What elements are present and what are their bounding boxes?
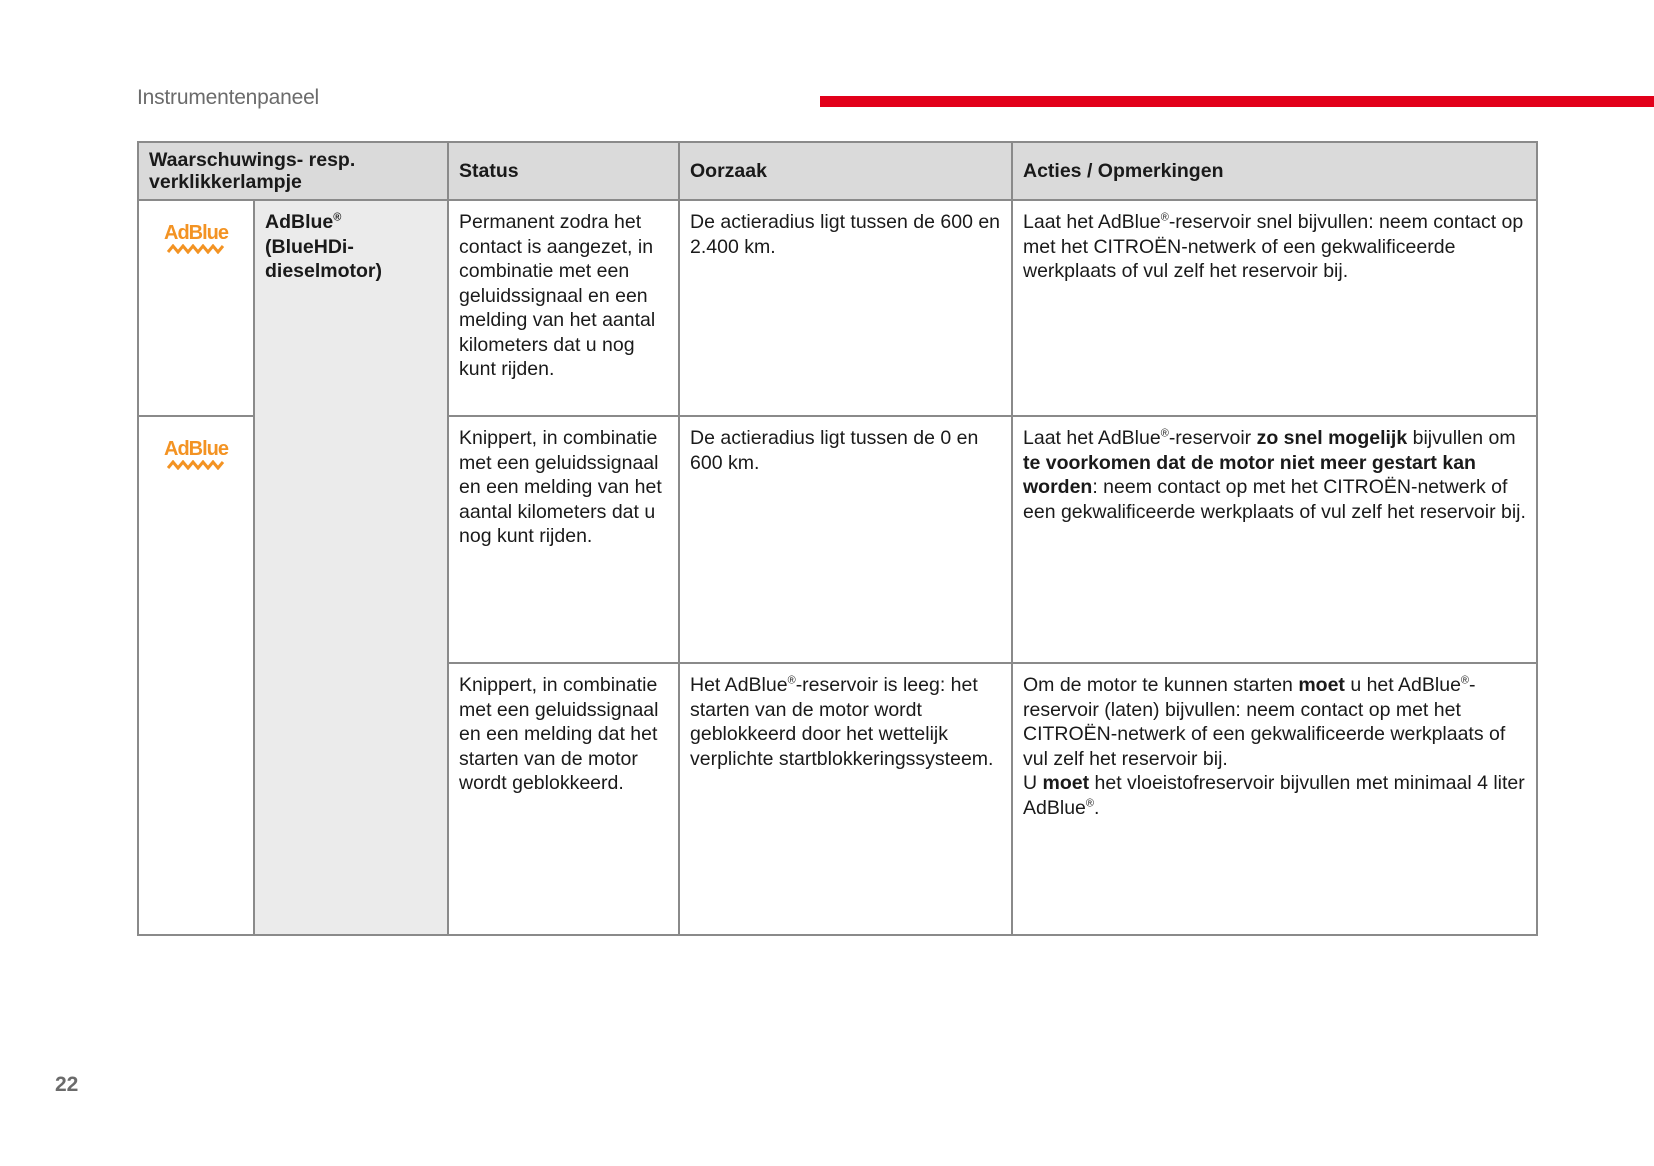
status-cell: Knippert, in combinatie met een geluidssignaal en een melding dat het starten van de motor wordt geblokkeerd. (448, 663, 679, 935)
cause-cell: De actieradius ligt tussen de 600 en 2.400 km. (679, 200, 1012, 416)
status-cell: Knippert, in combinatie met een geluidssignaal en een melding van het aantal kilometers dat u nog kunt rijden. (448, 416, 679, 663)
header-cause: Oorzaak (679, 142, 1012, 200)
actions-cell: Om de motor te kunnen starten moet u het AdBlue®-reservoir (laten) bijvullen: neem contact op met het CITROËN-netwerk of een gekwalificeerde werkplaats of vul zelf het reservoir bij. U moet het vloeistofreservoir bijvullen met minimaal 4 liter AdBlue®. (1012, 663, 1537, 935)
lamp-name: AdBlue (265, 211, 334, 233)
header-accent-bar (820, 96, 1654, 107)
status-cell: Permanent zodra het contact is aangezet, in combinatie met een geluidssignaal en een melding van het aantal kilometers dat u nog kunt rijden. (448, 200, 679, 416)
adblue-warning-icon: AdBlue (164, 439, 228, 470)
lamp-name-cell: AdBlue® (BlueHDi- dieselmotor) (254, 200, 448, 935)
adblue-warning-icon: AdBlue (164, 223, 228, 254)
header-lamp: Waarschuwings- resp. verklikkerlampje (138, 142, 448, 200)
lamp-subtitle-2: dieselmotor) (265, 260, 383, 282)
section-title: Instrumentenpaneel (137, 86, 320, 109)
table-header-row (138, 142, 1537, 200)
page-number: 22 (55, 1073, 79, 1096)
wave-icon (167, 460, 225, 470)
actions-cell: Laat het AdBlue®-reservoir snel bijvullen: neem contact op met het CITROËN-netwerk of een gekwalificeerde werkplaats of vul zelf het reservoir bij. (1012, 200, 1537, 416)
lamp-icon-cell (138, 416, 254, 935)
table-row (138, 200, 1537, 416)
header-status: Status (448, 142, 679, 200)
wave-icon (167, 244, 225, 254)
actions-cell: Laat het AdBlue®-reservoir zo snel mogelijk bijvullen om te voorkomen dat de motor niet meer gestart kan worden: neem contact op met het CITROËN-netwerk of een gekwalificeerde werkplaats of vul zelf het reservoir bij. (1012, 416, 1537, 663)
lamp-subtitle-1: (BlueHDi- (265, 235, 354, 258)
warning-lamp-table (137, 141, 1538, 936)
cause-cell: Het AdBlue®-reservoir is leeg: het starten van de motor wordt geblokkeerd door het wettelijk verplichte startblokkeringssysteem. (679, 663, 1012, 935)
cause-cell: De actieradius ligt tussen de 0 en 600 km. (679, 416, 1012, 663)
header-actions: Acties / Opmerkingen (1012, 142, 1537, 200)
lamp-icon-cell (138, 200, 254, 416)
